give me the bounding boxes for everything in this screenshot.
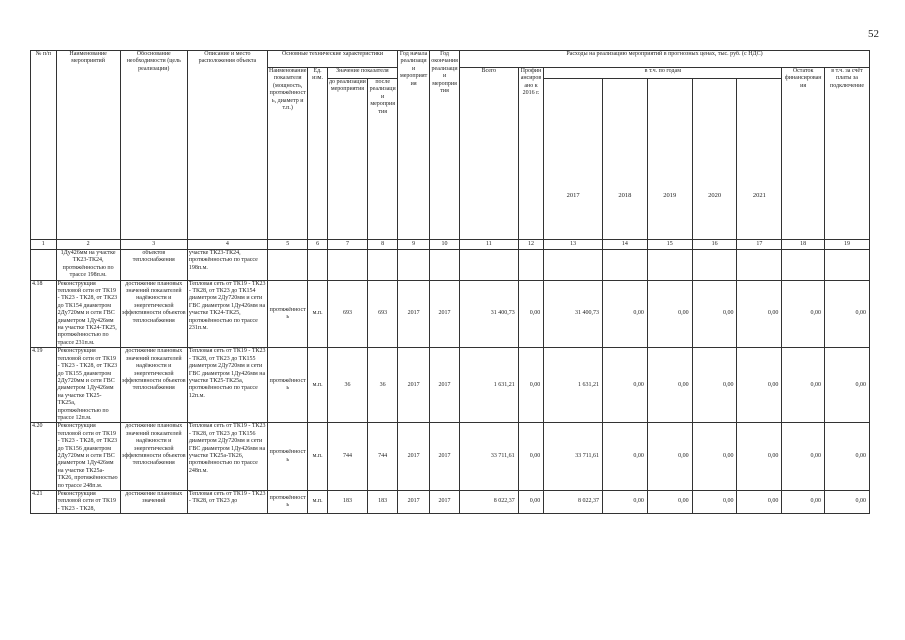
row-2020: 0,00 [692, 423, 737, 491]
row-before: 693 [327, 280, 368, 348]
row-2017: 1 631,21 [544, 348, 603, 423]
column-number: 10 [430, 240, 460, 250]
row-remaining: 0,00 [782, 348, 825, 423]
column-number: 6 [308, 240, 327, 250]
row-justification: объектов теплоснабжения [120, 250, 187, 281]
row-financed: 0,00 [518, 280, 544, 348]
row-after: 744 [368, 423, 398, 491]
row-2021: 0,00 [737, 423, 782, 491]
column-number: 14 [603, 240, 648, 250]
row-remaining: 0,00 [782, 280, 825, 348]
header-incl-fee: в т.ч. за счёт платы за подключение [825, 68, 870, 240]
row-start: 2017 [398, 280, 430, 348]
column-number: 7 [327, 240, 368, 250]
row-financed: 0,00 [518, 348, 544, 423]
row-2017: 31 400,73 [544, 280, 603, 348]
row-2019: 0,00 [647, 280, 692, 348]
row-2020: 0,00 [692, 491, 737, 514]
row-number: 4.18 [31, 280, 57, 348]
column-number: 19 [825, 240, 870, 250]
row-number: 4.19 [31, 348, 57, 423]
header-year-2020: 2020 [692, 79, 737, 240]
column-number: 15 [647, 240, 692, 250]
row-number: 4.21 [31, 491, 57, 514]
column-number: 11 [459, 240, 518, 250]
table-row [31, 491, 870, 514]
row-unit: м.п. [308, 491, 327, 514]
row-2018: 0,00 [603, 280, 648, 348]
row-2021: 0,00 [737, 348, 782, 423]
header-tech-before: до реализации мероприятия [327, 79, 368, 240]
row-param: протяжённость [267, 491, 308, 514]
column-number: 13 [544, 240, 603, 250]
row-fee: 0,00 [825, 491, 870, 514]
table-row [31, 280, 870, 348]
table-row [31, 423, 870, 491]
table-row [31, 348, 870, 423]
row-name: Реконструкция тепловой сети от ТК19 - ТК23 - ТК28, [56, 491, 120, 514]
header-year-2017: 2017 [544, 79, 603, 240]
row-name: Реконструкция тепловой сети от ТК19 - ТК23 - ТК28, от ТК23 до ТК154 диаметром 2Ду720мм и сети ГВС диаметром 1Ду426мм на участке ТК24-ТК25, протяжённостью по трассе 231п.м. [56, 280, 120, 348]
header-costs: Расходы на реализацию мероприятий в прогнозных ценах, тыс. руб. (с НДС) [459, 51, 869, 68]
row-fee: 0,00 [825, 348, 870, 423]
row-total: 31 400,73 [459, 280, 518, 348]
column-number: 8 [368, 240, 398, 250]
header-tech-value: Значение показателя [327, 68, 397, 79]
row-financed: 0,00 [518, 491, 544, 514]
header-justification: Обоснование необходимости (цель реализации) [120, 51, 187, 240]
row-2018: 0,00 [603, 423, 648, 491]
row-name: Реконструкция тепловой сети от ТК19 - ТК23 - ТК28, от ТК23 до ТК155 диаметром 2Ду720мм и сети ГВС диаметром 1Ду426мм на участке ТК25-ТК25а, протяжённостью по трассе 12п.м. [56, 348, 120, 423]
header-tech: Основные технические характеристики [267, 51, 397, 68]
row-2019: 0,00 [647, 348, 692, 423]
column-number: 5 [267, 240, 308, 250]
row-total: 1 631,21 [459, 348, 518, 423]
row-2017: 8 022,37 [544, 491, 603, 514]
row-remaining: 0,00 [782, 423, 825, 491]
row-end: 2017 [430, 280, 460, 348]
row-fee: 0,00 [825, 423, 870, 491]
row-2020: 0,00 [692, 280, 737, 348]
row-param: протяжённость [267, 348, 308, 423]
row-2018: 0,00 [603, 491, 648, 514]
row-2017: 33 711,61 [544, 423, 603, 491]
row-remaining: 0,00 [782, 491, 825, 514]
row-param: протяжённость [267, 280, 308, 348]
row-location: Тепловая сеть от ТК19 - ТК23 - ТК28, от ТК23 до ТК156 диаметром 2Ду720мм и сети ГВС диаметром 1Ду426мм на участке ТК25а-ТК26, протяжённостью по трассе 248п.м. [187, 423, 267, 491]
row-before: 183 [327, 491, 368, 514]
row-2019: 0,00 [647, 423, 692, 491]
investment-table [30, 50, 870, 514]
column-number: 2 [56, 240, 120, 250]
row-unit: м.п. [308, 423, 327, 491]
row-2019: 0,00 [647, 491, 692, 514]
row-location: Тепловая сеть от ТК19 - ТК23 - ТК28, от ТК23 до [187, 491, 267, 514]
row-2018: 0,00 [603, 348, 648, 423]
row-2020: 0,00 [692, 348, 737, 423]
row-fee: 0,00 [825, 280, 870, 348]
row-name: Реконструкция тепловой сети от ТК19 - ТК23 - ТК28, от ТК23 до ТК156 диаметром 2Ду720мм и сети ГВС диаметром 1Ду426мм на участке ТК25а-ТК26, протяжённостью по трассе 248п.м. [56, 423, 120, 491]
row-location: участке ТК23-ТК24, протяжённостью по трассе 198п.м. [187, 250, 267, 281]
header-location: Описание и место расположения объекта [187, 51, 267, 240]
page-number: 52 [868, 28, 879, 40]
row-justification: достижение плановых значений показателей надёжности и энергетической эффективности объектов теплоснабжения [120, 423, 187, 491]
row-unit: м.п. [308, 348, 327, 423]
row-start: 2017 [398, 423, 430, 491]
header-total: Всего [459, 68, 518, 240]
header-incl-years: в т.ч. по годам [544, 68, 782, 79]
row-justification: достижение плановых значений показателей надёжности и энергетической эффективности объектов теплоснабжения [120, 348, 187, 423]
column-number: 17 [737, 240, 782, 250]
row-start: 2017 [398, 348, 430, 423]
row-justification: достижение плановых значений [120, 491, 187, 514]
header-tech-after: после реализации мероприятия [368, 79, 398, 240]
header-financed: Профинансировано к 2016 г. [518, 68, 544, 240]
header-remaining: Остаток финансирования [782, 68, 825, 240]
row-start: 2017 [398, 491, 430, 514]
row-2021: 0,00 [737, 491, 782, 514]
column-number: 9 [398, 240, 430, 250]
row-end: 2017 [430, 423, 460, 491]
row-after: 36 [368, 348, 398, 423]
column-number: 1 [31, 240, 57, 250]
header-year-2018: 2018 [603, 79, 648, 240]
table-row-continuation [31, 250, 870, 281]
row-number: 4.20 [31, 423, 57, 491]
header-tech-unit: Ед. изм. [308, 68, 327, 240]
row-location: Тепловая сеть от ТК19 - ТК23 - ТК28, от ТК23 до ТК155 диаметром 2Ду720мм и сети ГВС диаметром 1Ду426мм на участке ТК25-ТК25а, протяжённостью по трассе 12п.м. [187, 348, 267, 423]
row-before: 744 [327, 423, 368, 491]
column-number: 16 [692, 240, 737, 250]
row-end: 2017 [430, 491, 460, 514]
column-number: 4 [187, 240, 267, 250]
header-year-2019: 2019 [647, 79, 692, 240]
row-financed: 0,00 [518, 423, 544, 491]
header-year-2021: 2021 [737, 79, 782, 240]
row-before: 36 [327, 348, 368, 423]
header-name: Наименование мероприятий [56, 51, 120, 240]
header-no: № п/п [31, 51, 57, 240]
header-tech-name: Наименование показателя (мощность, протяжённость, диаметр и т.п.) [267, 68, 308, 240]
header-year-start: Год начала реализации мероприятия [398, 51, 430, 240]
row-after: 693 [368, 280, 398, 348]
row-justification: достижение плановых значений показателей надёжности и энергетической эффективности объектов теплоснабжения [120, 280, 187, 348]
column-number: 12 [518, 240, 544, 250]
column-numbers-row [31, 240, 870, 250]
row-end: 2017 [430, 348, 460, 423]
column-number: 18 [782, 240, 825, 250]
row-after: 183 [368, 491, 398, 514]
row-param: протяжённость [267, 423, 308, 491]
row-unit: м.п. [308, 280, 327, 348]
column-number: 3 [120, 240, 187, 250]
row-total: 33 711,61 [459, 423, 518, 491]
header-year-end: Год окончания реализации мероприятия [430, 51, 460, 240]
row-name: 1Ду426мм на участке ТК23-ТК24, протяжённостью по трассе 198п.м. [56, 250, 120, 281]
row-total: 8 022,37 [459, 491, 518, 514]
row-location: Тепловая сеть от ТК19 - ТК23 - ТК28, от ТК23 до ТК154 диаметром 2Ду720мм и сети ГВС диаметром 1Ду426мм на участке ТК24-ТК25, протяжённостью по трассе 231п.м. [187, 280, 267, 348]
row-2021: 0,00 [737, 280, 782, 348]
